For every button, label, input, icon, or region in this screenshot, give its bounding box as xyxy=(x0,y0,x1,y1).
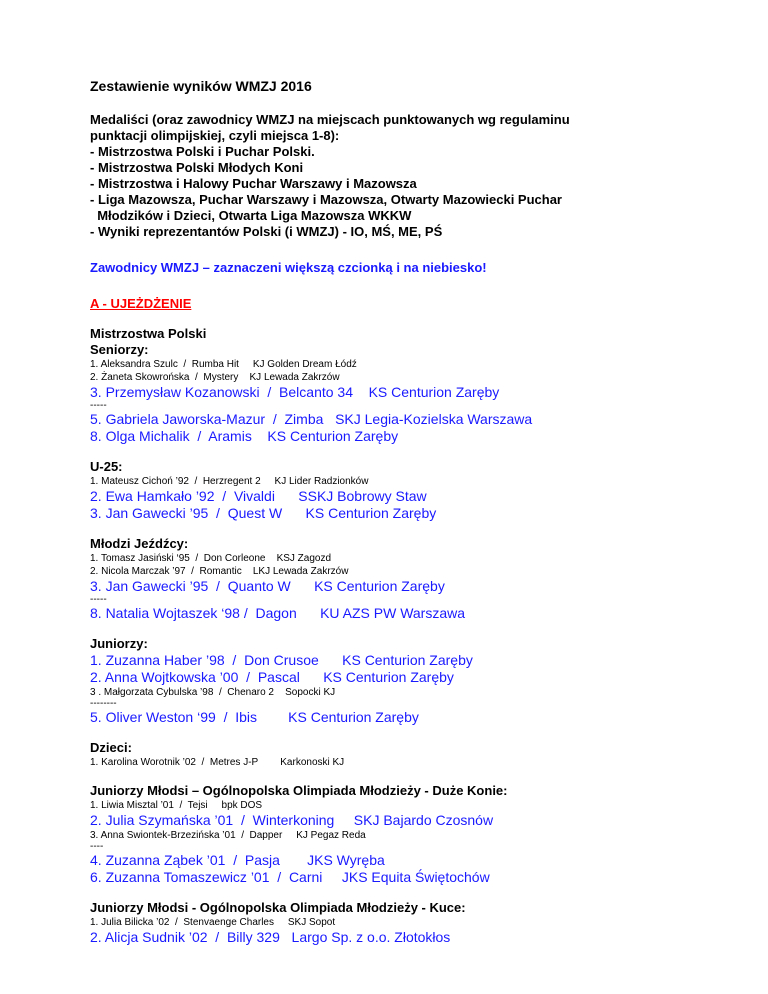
result-group xyxy=(90,459,730,522)
result-group xyxy=(90,536,730,622)
result-entry: 2. Żaneta Skowrońska / Mystery KJ Lewada Zakrzów xyxy=(90,372,340,383)
group-heading: Seniorzy: xyxy=(90,342,149,357)
intro-line: - Mistrzostwa i Halowy Puchar Warszawy i Mazowsza xyxy=(90,176,417,191)
result-entry: 3 . Małgorzata Cybulska ’98 / Chenaro 2 Sopocki KJ xyxy=(90,687,336,698)
separator: ---- xyxy=(90,841,104,852)
result-entry: 3. Jan Gawecki ’95 / Quest W KS Centurion Zaręby xyxy=(90,505,437,521)
document-page xyxy=(90,78,730,946)
result-entry: 1. Aleksandra Szulc / Rumba Hit KJ Golden Dream Łódź xyxy=(90,359,357,370)
result-entry: 3. Jan Gawecki ’95 / Quanto W KS Centurion Zaręby xyxy=(90,578,445,594)
result-entry: 2. Nicola Marczak ’97 / Romantic LKJ Lewada Zakrzów xyxy=(90,566,349,577)
result-entry: 2. Ewa Hamkało ’92 / Vivaldi SSKJ Bobrowy Staw xyxy=(90,488,427,504)
result-entry: 1. Zuzanna Haber ’98 / Don Crusoe KS Centurion Zaręby xyxy=(90,652,473,668)
result-entry: 1. Julia Bilicka ’02 / Stenvaenge Charles SKJ Sopot xyxy=(90,917,336,928)
intro-line: punktacji olimpijskiej, czyli miejsca 1-8): xyxy=(90,128,340,143)
result-group xyxy=(90,636,730,726)
intro-line: - Mistrzostwa Polski Młodych Koni xyxy=(90,160,304,175)
intro-line: - Mistrzostwa Polski i Puchar Polski. xyxy=(90,144,315,159)
result-entry: 6. Zuzanna Tomaszewicz ’01 / Carni JKS Equita Świętochów xyxy=(90,869,490,885)
result-entry: 2. Alicja Sudnik ’02 / Billy 329 Largo Sp. z o.o. Złotokłos xyxy=(90,929,451,945)
separator: -------- xyxy=(90,698,117,709)
result-entry: 5. Gabriela Jaworska-Mazur / Zimba SKJ Legia-Kozielska Warszawa xyxy=(90,411,533,427)
result-group xyxy=(90,900,730,946)
result-entry: 3. Przemysław Kozanowski / Belcanto 34 KS Centurion Zaręby xyxy=(90,384,500,400)
result-entry: 2. Julia Szymańska ’01 / Winterkoning SKJ Bajardo Czosnów xyxy=(90,812,494,828)
group-heading: Juniorzy: xyxy=(90,636,148,651)
separator: ----- xyxy=(90,400,107,411)
competition-heading: Mistrzostwa Polski xyxy=(90,326,207,341)
group-heading: U-25: xyxy=(90,459,123,474)
result-entry: 8. Natalia Wojtaszek ‘98 / Dagon KU AZS PW Warszawa xyxy=(90,605,466,621)
result-group xyxy=(90,783,730,886)
document-title: Zestawienie wyników WMZJ 2016 xyxy=(90,78,312,94)
result-entry: 1. Tomasz Jasiński ‘95 / Don Corleone KSJ Zagozd xyxy=(90,553,332,564)
intro-line: Medaliści (oraz zawodnicy WMZJ na miejscach punktowanych wg regulaminu xyxy=(90,112,570,127)
group-heading: Młodzi Jeźdźcy: xyxy=(90,536,189,551)
result-entry: 5. Oliver Weston ‘99 / Ibis KS Centurion Zaręby xyxy=(90,709,419,725)
highlight-note: Zawodnicy WMZJ – zaznaczeni większą czcionką i na niebiesko! xyxy=(90,260,487,275)
intro-line: - Wyniki reprezentantów Polski (i WMZJ) - IO, MŚ, ME, PŚ xyxy=(90,224,443,239)
result-entry: 2. Anna Wojtkowska ’00 / Pascal KS Centurion Zaręby xyxy=(90,669,454,685)
result-entry: 1. Liwia Misztal ’01 / Tejsi bpk DOS xyxy=(90,800,263,811)
results-groups xyxy=(90,342,730,946)
result-entry: 1. Mateusz Cichoń ’92 / Herzregent 2 KJ Lider Radzionków xyxy=(90,476,369,487)
result-entry: 3. Anna Swiontek-Brzezińska ’01 / Dapper KJ Pegaz Reda xyxy=(90,830,366,841)
intro-line: Młodzików i Dzieci, Otwarta Liga Mazowsza WKKW xyxy=(90,208,412,223)
intro-block xyxy=(90,112,730,240)
group-heading: Juniorzy Młodsi - Ogólnopolska Olimpiada Młodzieży - Kuce: xyxy=(90,900,466,915)
group-heading: Juniorzy Młodsi – Ogólnopolska Olimpiada Młodzieży - Duże Konie: xyxy=(90,783,508,798)
intro-line: - Liga Mazowsza, Puchar Warszawy i Mazowsza, Otwarty Mazowiecki Puchar xyxy=(90,192,562,207)
section-heading: A - UJEŻDŻENIE xyxy=(90,296,192,311)
result-entry: 8. Olga Michalik / Aramis KS Centurion Zaręby xyxy=(90,428,399,444)
result-entry: 1. Karolina Worotnik ’02 / Metres J-P Karkonoski KJ xyxy=(90,757,345,768)
result-group xyxy=(90,740,730,769)
result-group xyxy=(90,342,730,445)
result-entry: 4. Zuzanna Ząbek ’01 / Pasja JKS Wyręba xyxy=(90,852,385,868)
separator: ----- xyxy=(90,594,107,605)
group-heading: Dzieci: xyxy=(90,740,132,755)
